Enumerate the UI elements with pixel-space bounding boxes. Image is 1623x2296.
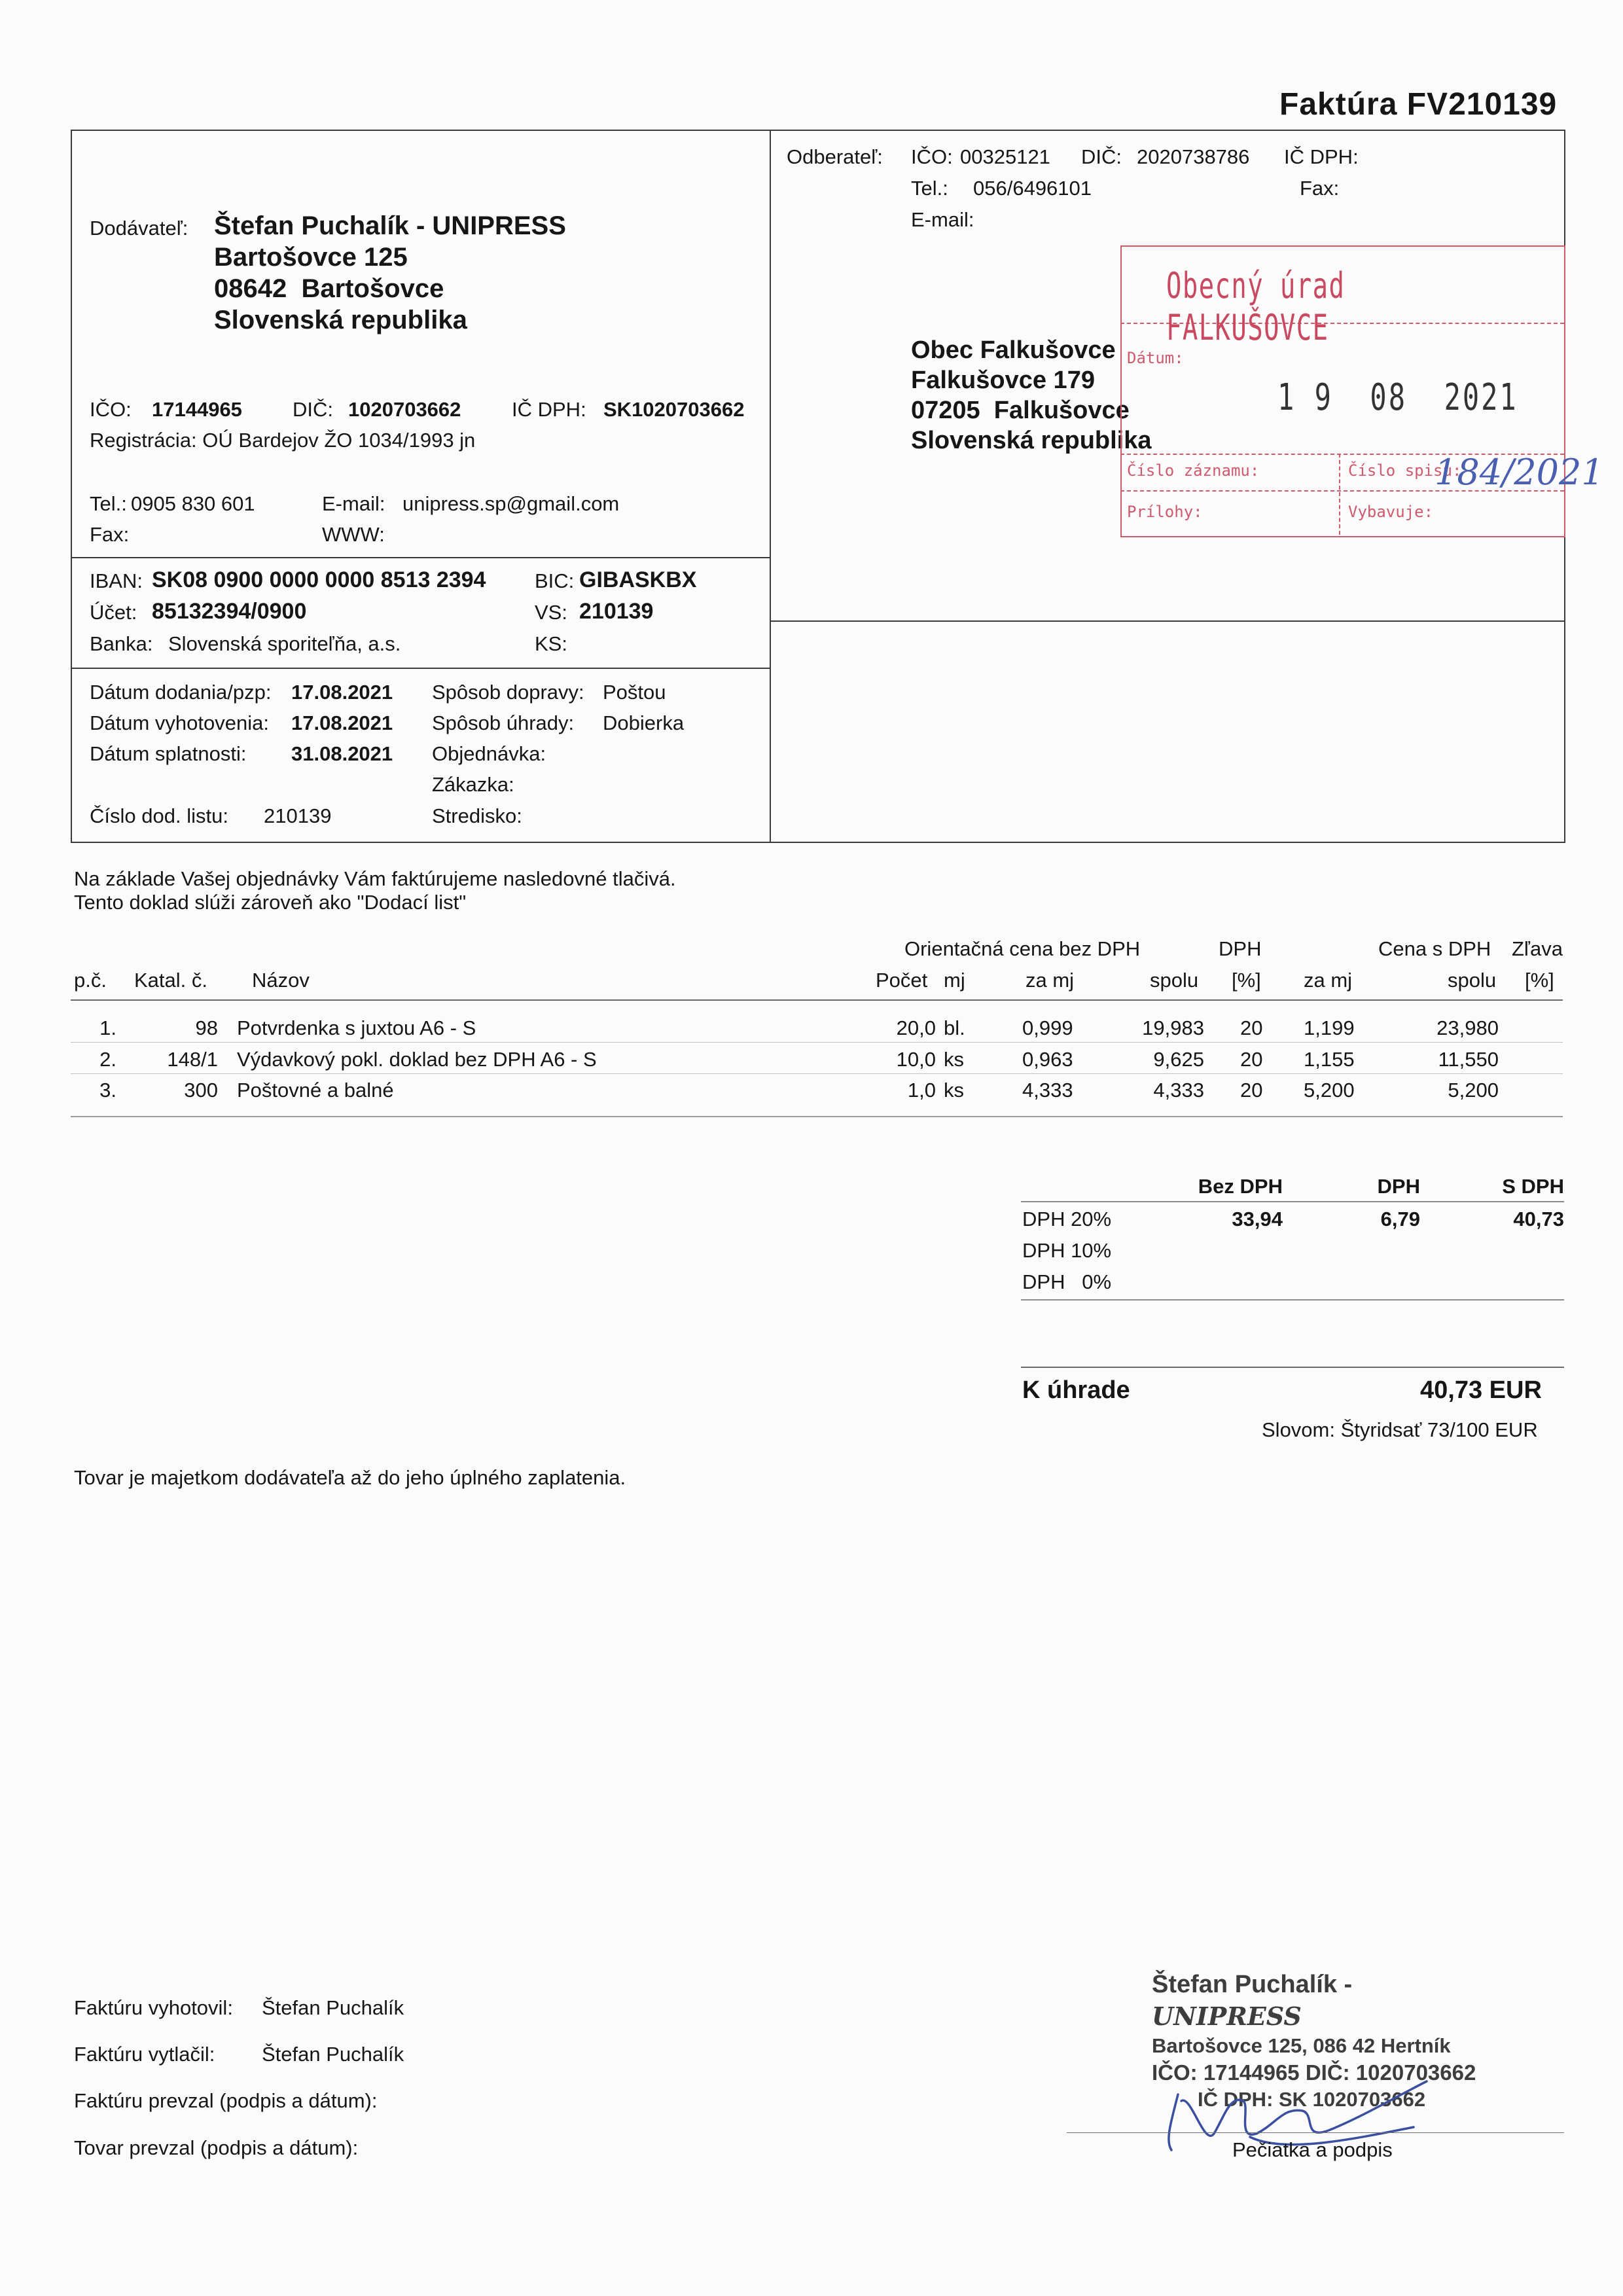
signature-line xyxy=(1067,2132,1564,2133)
item-pc: 1. xyxy=(99,1016,116,1039)
payable-amount xyxy=(1420,1376,1542,1405)
invoice-title xyxy=(1279,86,1557,124)
item-unit-price-vat: 5,200 xyxy=(1304,1079,1355,1102)
payable-value: 40,73 xyxy=(1420,1376,1483,1404)
company-stamp-ids: IČO: 17144965 DIČ: 1020703662 xyxy=(1152,2060,1476,2085)
supplier-dic: 1020703662 xyxy=(348,398,461,421)
account-label: Účet: xyxy=(90,601,137,624)
col-discount-pct: [%] xyxy=(1525,969,1554,992)
item-pc: 3. xyxy=(99,1079,116,1102)
vs-label: VS: xyxy=(535,601,567,624)
payable-label: K úhrade xyxy=(1022,1376,1130,1404)
col-vat-pct: [%] xyxy=(1232,969,1261,992)
vat-row-total: 40,73 xyxy=(1513,1208,1564,1230)
payment-value: Dobierka xyxy=(603,711,685,734)
company-stamp-address: Bartošovce 125, 086 42 Hertník xyxy=(1152,2034,1451,2058)
dates-divider-top xyxy=(71,668,771,669)
vs-value: 210139 xyxy=(579,599,654,624)
signature-caption: Pečiatka a podpis xyxy=(1232,2138,1393,2161)
item-qty: 1,0 xyxy=(907,1079,936,1102)
supplier-dic-label: DIČ: xyxy=(293,398,333,421)
item-total: 4,333 xyxy=(1153,1079,1204,1102)
vat-col-base: Bez DPH xyxy=(1198,1175,1283,1198)
item-catalog: 148/1 xyxy=(167,1048,218,1071)
supplier-tel-label: Tel.: xyxy=(90,492,127,515)
invoice-title-label: Faktúra xyxy=(1279,87,1398,122)
item-qty: 10,0 xyxy=(896,1048,936,1071)
iban-label: IBAN: xyxy=(90,569,143,592)
issued-by-name: Štefan Puchalík xyxy=(262,1996,404,2019)
col-group-vat: DPH xyxy=(1219,937,1262,960)
intro-line-2: Tento doklad slúži zároveň ako "Dodací list" xyxy=(74,891,467,914)
intro-line-1: Na základe Vašej objednávky Vám faktúrujeme nasledovné tlačivá. xyxy=(74,867,676,890)
bank-name: Slovenská sporiteľňa, a.s. xyxy=(168,632,401,655)
col-qty: Počet xyxy=(876,969,928,992)
item-unit-price: 0,999 xyxy=(1022,1016,1073,1039)
supplier-www-label: WWW: xyxy=(322,523,385,546)
transport-label: Spôsob dopravy: xyxy=(432,681,584,704)
item-total: 19,983 xyxy=(1142,1016,1204,1039)
registry-stamp xyxy=(1120,245,1604,539)
supplier-name: Štefan Puchalík - UNIPRESS xyxy=(214,211,566,240)
col-name: Názov xyxy=(252,969,310,992)
supplier-label: Dodávateľ: xyxy=(90,217,188,240)
vat-row-base: 33,94 xyxy=(1232,1208,1283,1230)
ks-label: KS: xyxy=(535,632,567,655)
stamp-office-name: Obecný úrad FALKUŠOVCE xyxy=(1166,265,1346,348)
item-unit-price-vat: 1,155 xyxy=(1304,1048,1355,1071)
payable-currency: EUR xyxy=(1489,1376,1542,1404)
invoice-received-label: Faktúru prevzal (podpis a dátum): xyxy=(74,2089,378,2112)
delivery-note-number: 210139 xyxy=(264,804,332,827)
items-bottom-rule xyxy=(71,1116,1563,1117)
item-vat: 20 xyxy=(1240,1079,1263,1102)
delivery-note-label: Číslo dod. listu: xyxy=(90,804,228,827)
item-total-vat: 11,550 xyxy=(1438,1048,1499,1071)
row-divider xyxy=(71,1042,1563,1043)
header-divider-vertical xyxy=(770,130,771,842)
delivery-date-label: Dátum dodania/pzp: xyxy=(90,681,272,704)
item-catalog: 300 xyxy=(184,1079,218,1102)
item-name: Potvrdenka s juxtou A6 - S xyxy=(237,1016,476,1039)
vat-row-label: DPH 0% xyxy=(1022,1270,1112,1293)
center-label: Stredisko: xyxy=(432,804,522,827)
item-unit-price: 0,963 xyxy=(1022,1048,1073,1071)
item-unit: bl. xyxy=(944,1016,965,1039)
payable-top-rule xyxy=(1021,1367,1564,1368)
item-unit-price: 4,333 xyxy=(1022,1079,1073,1102)
stamp-file-label: Číslo spisu: xyxy=(1348,461,1462,480)
bank-label: Banka: xyxy=(90,632,153,655)
company-stamp-name xyxy=(1152,1969,1492,2033)
vat-col-total: S DPH xyxy=(1502,1175,1564,1198)
customer-tel: 056/6496101 xyxy=(973,177,1092,200)
col-unit-price-vat: za mj xyxy=(1304,969,1353,992)
vat-row-label: DPH 20% xyxy=(1022,1208,1112,1230)
col-discount: Zľava xyxy=(1512,937,1563,960)
stamp-date-label: Dátum: xyxy=(1127,349,1184,367)
payable-words-label: Slovom: xyxy=(1262,1418,1335,1441)
customer-email-label: E-mail: xyxy=(911,208,974,231)
item-vat: 20 xyxy=(1240,1016,1263,1039)
due-date: 31.08.2021 xyxy=(291,742,393,765)
ownership-note: Tovar je majetkom dodávateľa až do jeho úplného zaplatenia. xyxy=(74,1466,626,1489)
customer-ico: 00325121 xyxy=(960,145,1050,168)
supplier-email: unipress.sp@gmail.com xyxy=(402,492,620,515)
iban-value: SK08 0900 0000 0000 8513 2394 xyxy=(152,567,486,592)
issue-date: 17.08.2021 xyxy=(291,711,393,734)
row-divider xyxy=(71,1073,1563,1074)
customer-tel-label: Tel.: xyxy=(911,177,948,200)
col-group-price-vat: Cena s DPH xyxy=(1378,937,1491,960)
item-qty: 20,0 xyxy=(896,1016,936,1039)
issued-by-label: Faktúru vyhotovil: xyxy=(74,1996,233,2019)
col-total: spolu xyxy=(1150,969,1199,992)
supplier-registration: Registrácia: OÚ Bardejov ŽO 1034/1993 jn xyxy=(90,429,476,452)
col-unit: mj xyxy=(944,969,965,992)
stamp-attachments-label: Prílohy: xyxy=(1127,503,1203,521)
contract-label: Zákazka: xyxy=(432,773,514,796)
customer-ico-label: IČO: xyxy=(911,145,953,168)
customer-country: Slovenská republika xyxy=(911,427,1152,454)
supplier-tel: 0905 830 601 xyxy=(131,492,255,515)
account-value: 85132394/0900 xyxy=(152,599,307,624)
item-unit: ks xyxy=(944,1048,964,1071)
delivery-date: 17.08.2021 xyxy=(291,681,393,704)
item-total-vat: 23,980 xyxy=(1436,1016,1499,1039)
supplier-email-label: E-mail: xyxy=(322,492,385,515)
stamp-record-label: Číslo záznamu: xyxy=(1127,461,1260,480)
col-unit-price: za mj xyxy=(1026,969,1075,992)
transport-value: Poštou xyxy=(603,681,666,704)
stamp-date: 1 9 08 2021 xyxy=(1277,376,1518,419)
supplier-street: Bartošovce 125 xyxy=(214,243,408,272)
customer-dic: 2020738786 xyxy=(1137,145,1250,168)
item-vat: 20 xyxy=(1240,1048,1263,1071)
vat-header-rule xyxy=(1021,1201,1564,1202)
supplier-fax-label: Fax: xyxy=(90,523,130,546)
supplier-city: 08642 Bartošovce xyxy=(214,274,444,303)
vat-row-label: DPH 10% xyxy=(1022,1239,1112,1262)
item-name: Poštovné a balné xyxy=(237,1079,394,1102)
goods-received-label: Tovar prevzal (podpis a dátum): xyxy=(74,2136,359,2159)
order-label: Objednávka: xyxy=(432,742,546,765)
supplier-icdph-label: IČ DPH: xyxy=(512,398,586,421)
supplier-icdph: SK1020703662 xyxy=(603,398,745,421)
item-unit: ks xyxy=(944,1079,964,1102)
company-stamp-name-prefix: Štefan Puchalík - xyxy=(1152,1971,1353,1998)
payable-words-value: Štyridsať 73/100 EUR xyxy=(1340,1418,1538,1441)
payment-label: Spôsob úhrady: xyxy=(432,711,575,734)
due-date-label: Dátum splatnosti: xyxy=(90,742,247,765)
customer-label: Odberateľ: xyxy=(787,145,883,168)
bank-divider-top xyxy=(71,557,771,558)
bic-value: GIBASKBX xyxy=(579,567,697,592)
issue-date-label: Dátum vyhotovenia: xyxy=(90,711,269,734)
col-pc: p.č. xyxy=(74,969,107,992)
printed-by-name: Štefan Puchalík xyxy=(262,2043,404,2066)
col-group-price: Orientačná cena bez DPH xyxy=(904,937,1141,960)
customer-divider-bottom xyxy=(770,620,1564,622)
stamp-divider xyxy=(1339,454,1340,535)
company-stamp-brand: UNIPRESS xyxy=(1152,2001,1302,2031)
item-name: Výdavkový pokl. doklad bez DPH A6 - S xyxy=(237,1048,597,1071)
item-total-vat: 5,200 xyxy=(1448,1079,1499,1102)
item-unit-price-vat: 1,199 xyxy=(1304,1016,1355,1039)
supplier-country: Slovenská republika xyxy=(214,306,467,334)
customer-city: 07205 Falkušovce xyxy=(911,397,1130,424)
stamp-file-number: 184/2021 xyxy=(1435,452,1604,493)
bic-label: BIC: xyxy=(535,569,575,592)
supplier-ico: 17144965 xyxy=(152,398,242,421)
items-header-rule xyxy=(71,999,1563,1001)
printed-by-label: Faktúru vytlačil: xyxy=(74,2043,215,2066)
item-total: 9,625 xyxy=(1153,1048,1204,1071)
invoice-number: FV210139 xyxy=(1406,87,1558,122)
customer-fax-label: Fax: xyxy=(1300,177,1340,200)
vat-row-vat: 6,79 xyxy=(1380,1208,1420,1230)
col-catalog: Katal. č. xyxy=(134,969,207,992)
customer-icdph-label: IČ DPH: xyxy=(1284,145,1359,168)
stamp-handles-label: Vybavuje: xyxy=(1348,503,1434,521)
customer-street: Falkušovce 179 xyxy=(911,367,1095,394)
customer-name: Obec Falkušovce xyxy=(911,336,1116,364)
vat-bottom-rule xyxy=(1021,1299,1564,1300)
supplier-ico-label: IČO: xyxy=(90,398,132,421)
item-pc: 2. xyxy=(99,1048,116,1071)
payable-words xyxy=(1262,1418,1538,1443)
col-total-vat: spolu xyxy=(1448,969,1497,992)
company-stamp-vat: IČ DPH: SK 1020703662 xyxy=(1198,2088,1426,2111)
vat-col-vat: DPH xyxy=(1377,1175,1420,1198)
customer-dic-label: DIČ: xyxy=(1081,145,1122,168)
item-catalog: 98 xyxy=(195,1016,218,1039)
